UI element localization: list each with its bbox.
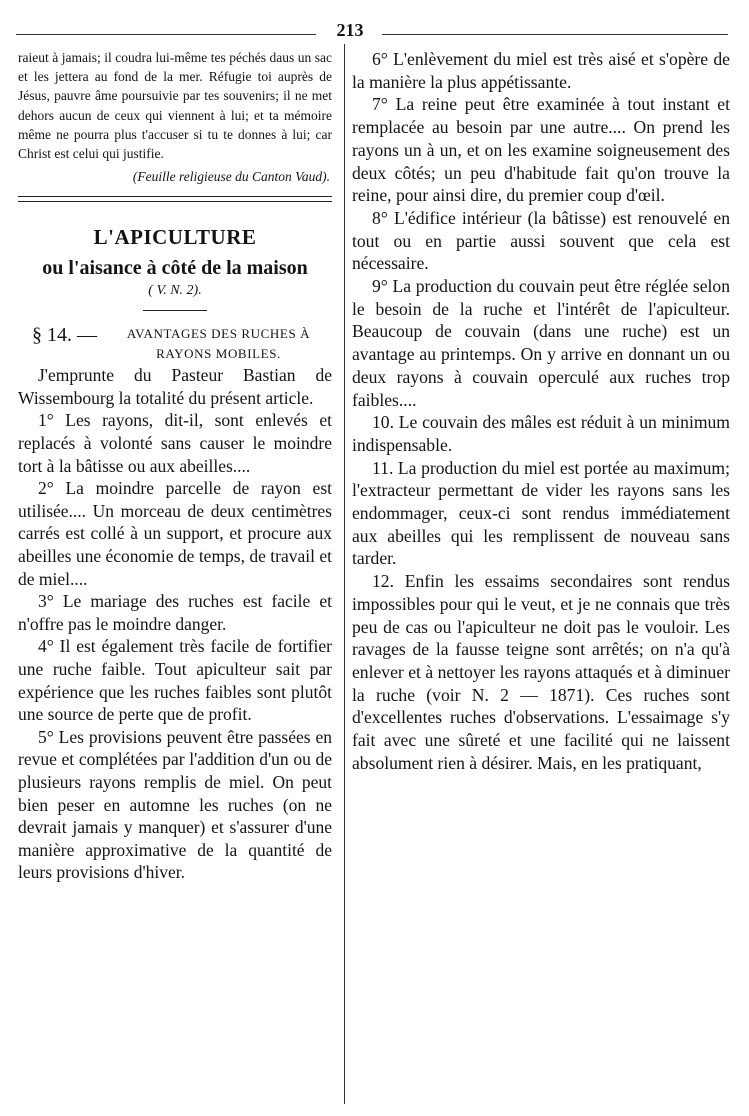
page-number: 213 — [336, 20, 364, 40]
quote-text: raieut à jamais; il coudra lui-même tes péchés daus un sac et les jettera au fond de la mer. Réfugie toi auprès de Jésus, pauvre âme poursuivie par tes souvenirs; il ne met dehors aucun de ceux qui viennent à lui; et ta mémoire même ne pourra plus t'accuser si tu te donnes à lui; car Christ est celui qui justifie. — [18, 50, 332, 162]
title-rule — [143, 310, 207, 311]
paragraph-point-1: 1° Les rayons, dit-il, sont enlevés et replacés à volonté sans causer le moindre tort à la bâtisse ou aux abeilles.... — [18, 410, 332, 476]
paragraph-point-2: 2° La moindre parcelle de rayon est utilisée.... Un morceau de deux centimètres carrés est collé à un support, et procure aux abeilles une économie de temps, de travail et de miel.... — [18, 478, 332, 589]
right-column — [352, 48, 730, 775]
page-header — [0, 20, 749, 44]
paragraph-point-9: 9° La production du couvain peut être réglée selon le besoin de la ruche et l'intérêt de l'apiculteur. Beaucoup de couvain (dans une ruche) est un avantage au printemps. On y arrive en donnant un ou deux rayons à couvain operculé aux ruches trop faibles.... — [352, 276, 730, 410]
quote-source: (Feuille religieuse du Canton Vaud). — [132, 169, 330, 185]
section-number: § 14. — — [32, 324, 97, 347]
paragraph-point-3: 3° Le mariage des ruches est facile et n'offre pas le moindre danger. — [18, 591, 332, 634]
paragraph-point-5: 5° Les provisions peuvent être passées en revue et complétées par l'addition d'un ou de plusieurs rayons remplis de miel. On peut bien peser en automne les ruches (on ne devrait jamais y manquer) et s'assurer d'une manière approximative de la quantité de leurs provisions d'hiver. — [18, 726, 332, 883]
section-separator — [18, 196, 332, 202]
column-divider — [344, 44, 345, 1104]
section-title: AVANTAGES DES RUCHES À RAYONS MOBILES. — [126, 326, 311, 362]
article-subtitle: ou l'aisance à côté de la maison — [42, 257, 308, 280]
paragraph-intro: J'emprunte du Pasteur Bastian de Wissembourg la totalité du présent article. — [18, 365, 332, 408]
header-rule-right — [382, 34, 728, 35]
header-rule-left — [16, 34, 316, 35]
article-reference: ( V. N. 2). — [148, 283, 202, 299]
paragraph-point-7: 7° La reine peut être examinée à tout instant et remplacée au besoin par une autre.... On prend les rayons un à un, et on les examine soigneusement des deux côtés; un peu d'habitude fait qu'on trouve la reine, pour ainsi dire, du premier coup d'œil. — [352, 94, 730, 206]
paragraph-point-12: 12. Enfin les essaims secondaires sont rendus impossibles pour qui le veut, et je ne connais que très peu de cas ou l'apiculteur ne doit pas le vouloir. Les ravages de la fausse teigne sont arrêtés; on n'a qu'à enlever et à nettoyer les rayons attaqués et à diminuer la ruche (voir N. 2 — 1871). Ces ruches sont d'excellentes ruches d'observations. L'essaimage s'y fait avec une sûreté et une facilité qui ne laissent absolument rien à désirer. Mais, en les pratiquant, — [352, 571, 730, 773]
paragraph-point-4: 4° Il est également très facile de fortifier une ruche faible. Tout apiculteur sait par expérience que les ruches faibles sont plutôt une source de perte que de profit. — [18, 636, 332, 725]
paragraph-point-6: 6° L'enlèvement du miel est très aisé et s'opère de la manière la plus appétissante. — [352, 49, 730, 92]
paragraph-point-8: 8° L'édifice intérieur (la bâtisse) est renouvelé en tout ou en partie aussi souvent que cela est nécessaire. — [352, 207, 730, 274]
left-column — [18, 48, 332, 884]
article-title: L'APICULTURE — [93, 225, 257, 250]
section-heading — [18, 323, 332, 364]
paragraph-point-10: 10. Le couvain des mâles est réduit à un minimum indispensable. — [352, 412, 730, 455]
paragraph-point-11: 11. La production du miel est portée au maximum; l'extracteur permettant de vider les rayons sans les endommager, ceux-ci sont rendus immédiatement aux abeilles qui les remplissent de nouveau sans tarder. — [352, 457, 730, 569]
